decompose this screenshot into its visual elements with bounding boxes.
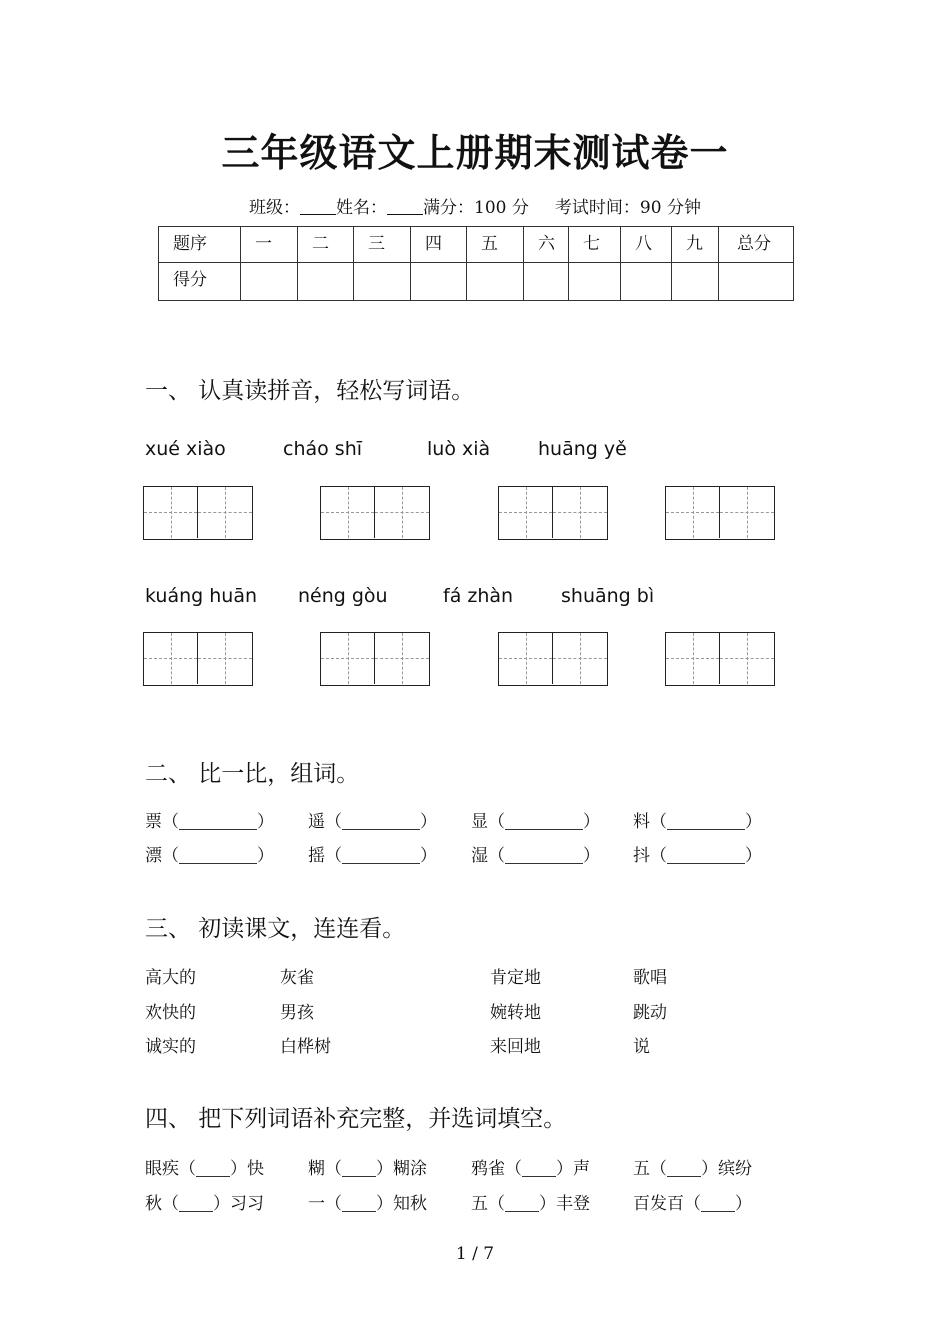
name-label: 姓名： xyxy=(336,198,388,218)
answer-blank[interactable] xyxy=(701,1196,735,1212)
word-item: 显（ ） xyxy=(471,812,600,832)
match-item[interactable]: 来回地 xyxy=(490,1037,541,1057)
word-item: 料（ ） xyxy=(633,812,762,832)
answer-blank[interactable] xyxy=(179,1196,213,1212)
pinyin-label: luò xià xyxy=(427,438,491,460)
score-header-row xyxy=(159,227,794,263)
score-input[interactable] xyxy=(298,263,354,301)
match-item[interactable]: 说 xyxy=(633,1037,650,1057)
score-cell: 七 xyxy=(569,227,621,263)
word-item: 漂（ ） xyxy=(145,846,274,866)
answer-blank[interactable] xyxy=(505,848,583,864)
writing-grid[interactable] xyxy=(665,632,775,686)
score-table xyxy=(158,226,794,301)
idiom-item: 糊（ ）糊涂 xyxy=(308,1159,427,1179)
pinyin-label: xué xiào xyxy=(145,438,226,460)
name-blank[interactable] xyxy=(387,200,423,215)
q1-heading: 一、 认真读拼音，轻松写词语。 xyxy=(145,378,475,404)
q4-heading: 四、 把下列词语补充完整，并选词填空。 xyxy=(145,1106,567,1132)
full-score: 满分：100 分 xyxy=(423,198,529,218)
word-item: 湿（ ） xyxy=(471,846,600,866)
page-number: 1 / 7 xyxy=(455,1244,495,1264)
score-input[interactable] xyxy=(467,263,524,301)
answer-blank[interactable] xyxy=(342,814,420,830)
idiom-item: 鸦雀（ ）声 xyxy=(471,1159,590,1179)
answer-blank[interactable] xyxy=(196,1161,230,1177)
idiom-item: 一（ ）知秋 xyxy=(308,1194,427,1214)
answer-blank[interactable] xyxy=(342,1161,376,1177)
word-item: 票（ ） xyxy=(145,812,274,832)
answer-blank[interactable] xyxy=(342,848,420,864)
answer-blank[interactable] xyxy=(179,848,257,864)
pinyin-label: kuáng huān xyxy=(145,585,258,607)
pinyin-label: huāng yě xyxy=(538,438,627,460)
q3-heading: 三、 初读课文，连连看。 xyxy=(145,916,406,942)
word-item: 抖（ ） xyxy=(633,846,762,866)
answer-blank[interactable] xyxy=(505,814,583,830)
score-input[interactable] xyxy=(719,263,794,301)
word-item: 摇（ ） xyxy=(308,846,437,866)
idiom-item: 秋（ ）习习 xyxy=(145,1194,264,1214)
writing-grid[interactable] xyxy=(498,486,608,540)
score-value-row xyxy=(159,263,794,301)
writing-grid[interactable] xyxy=(665,486,775,540)
q2-heading: 二、 比一比，组词。 xyxy=(145,761,360,787)
answer-blank[interactable] xyxy=(342,1196,376,1212)
pinyin-label: fá zhàn xyxy=(443,585,514,607)
class-label: 班级： xyxy=(249,198,301,218)
score-input[interactable] xyxy=(621,263,672,301)
score-cell: 一 xyxy=(241,227,298,263)
match-item[interactable]: 高大的 xyxy=(145,968,196,988)
score-cell: 题序 xyxy=(159,227,241,263)
page-title: 三年级语文上册期末测试卷一 xyxy=(221,130,729,175)
writing-grid[interactable] xyxy=(320,632,430,686)
match-item[interactable]: 灰雀 xyxy=(280,968,314,988)
pinyin-label: shuāng bì xyxy=(561,585,655,607)
score-input[interactable] xyxy=(241,263,298,301)
writing-grid[interactable] xyxy=(143,632,253,686)
idiom-item: 五（ ）丰登 xyxy=(471,1194,590,1214)
writing-grid[interactable] xyxy=(498,632,608,686)
idiom-item: 眼疾（ ）快 xyxy=(145,1159,264,1179)
score-cell: 总分 xyxy=(719,227,794,263)
score-cell: 二 xyxy=(298,227,354,263)
score-label: 得分 xyxy=(159,263,241,301)
word-item: 遥（ ） xyxy=(308,812,437,832)
score-input[interactable] xyxy=(569,263,621,301)
exam-time: 考试时间：90 分钟 xyxy=(554,198,701,218)
pinyin-label: néng gòu xyxy=(298,585,388,607)
match-item[interactable]: 跳动 xyxy=(633,1003,667,1023)
answer-blank[interactable] xyxy=(667,1161,701,1177)
answer-blank[interactable] xyxy=(505,1196,539,1212)
score-cell: 八 xyxy=(621,227,672,263)
answer-blank[interactable] xyxy=(522,1161,556,1177)
idiom-item: 百发百（ ） xyxy=(633,1194,752,1214)
score-input[interactable] xyxy=(411,263,467,301)
pinyin-label: cháo shī xyxy=(283,438,363,460)
score-cell: 五 xyxy=(467,227,524,263)
idiom-item: 五（ ）缤纷 xyxy=(633,1159,752,1179)
match-item[interactable]: 欢快的 xyxy=(145,1003,196,1023)
match-item[interactable]: 白桦树 xyxy=(280,1037,331,1057)
match-item[interactable]: 肯定地 xyxy=(490,968,541,988)
match-item[interactable]: 男孩 xyxy=(280,1003,314,1023)
class-blank[interactable] xyxy=(300,200,336,215)
match-item[interactable]: 诚实的 xyxy=(145,1037,196,1057)
match-item[interactable]: 婉转地 xyxy=(490,1003,541,1023)
score-cell: 四 xyxy=(411,227,467,263)
score-cell: 六 xyxy=(524,227,569,263)
score-input[interactable] xyxy=(524,263,569,301)
writing-grid[interactable] xyxy=(320,486,430,540)
match-item[interactable]: 歌唱 xyxy=(633,968,667,988)
score-cell: 三 xyxy=(354,227,411,263)
exam-info xyxy=(0,193,950,218)
score-input[interactable] xyxy=(354,263,411,301)
writing-grid[interactable] xyxy=(143,486,253,540)
answer-blank[interactable] xyxy=(179,814,257,830)
answer-blank[interactable] xyxy=(667,814,745,830)
answer-blank[interactable] xyxy=(667,848,745,864)
score-cell: 九 xyxy=(672,227,719,263)
score-input[interactable] xyxy=(672,263,719,301)
